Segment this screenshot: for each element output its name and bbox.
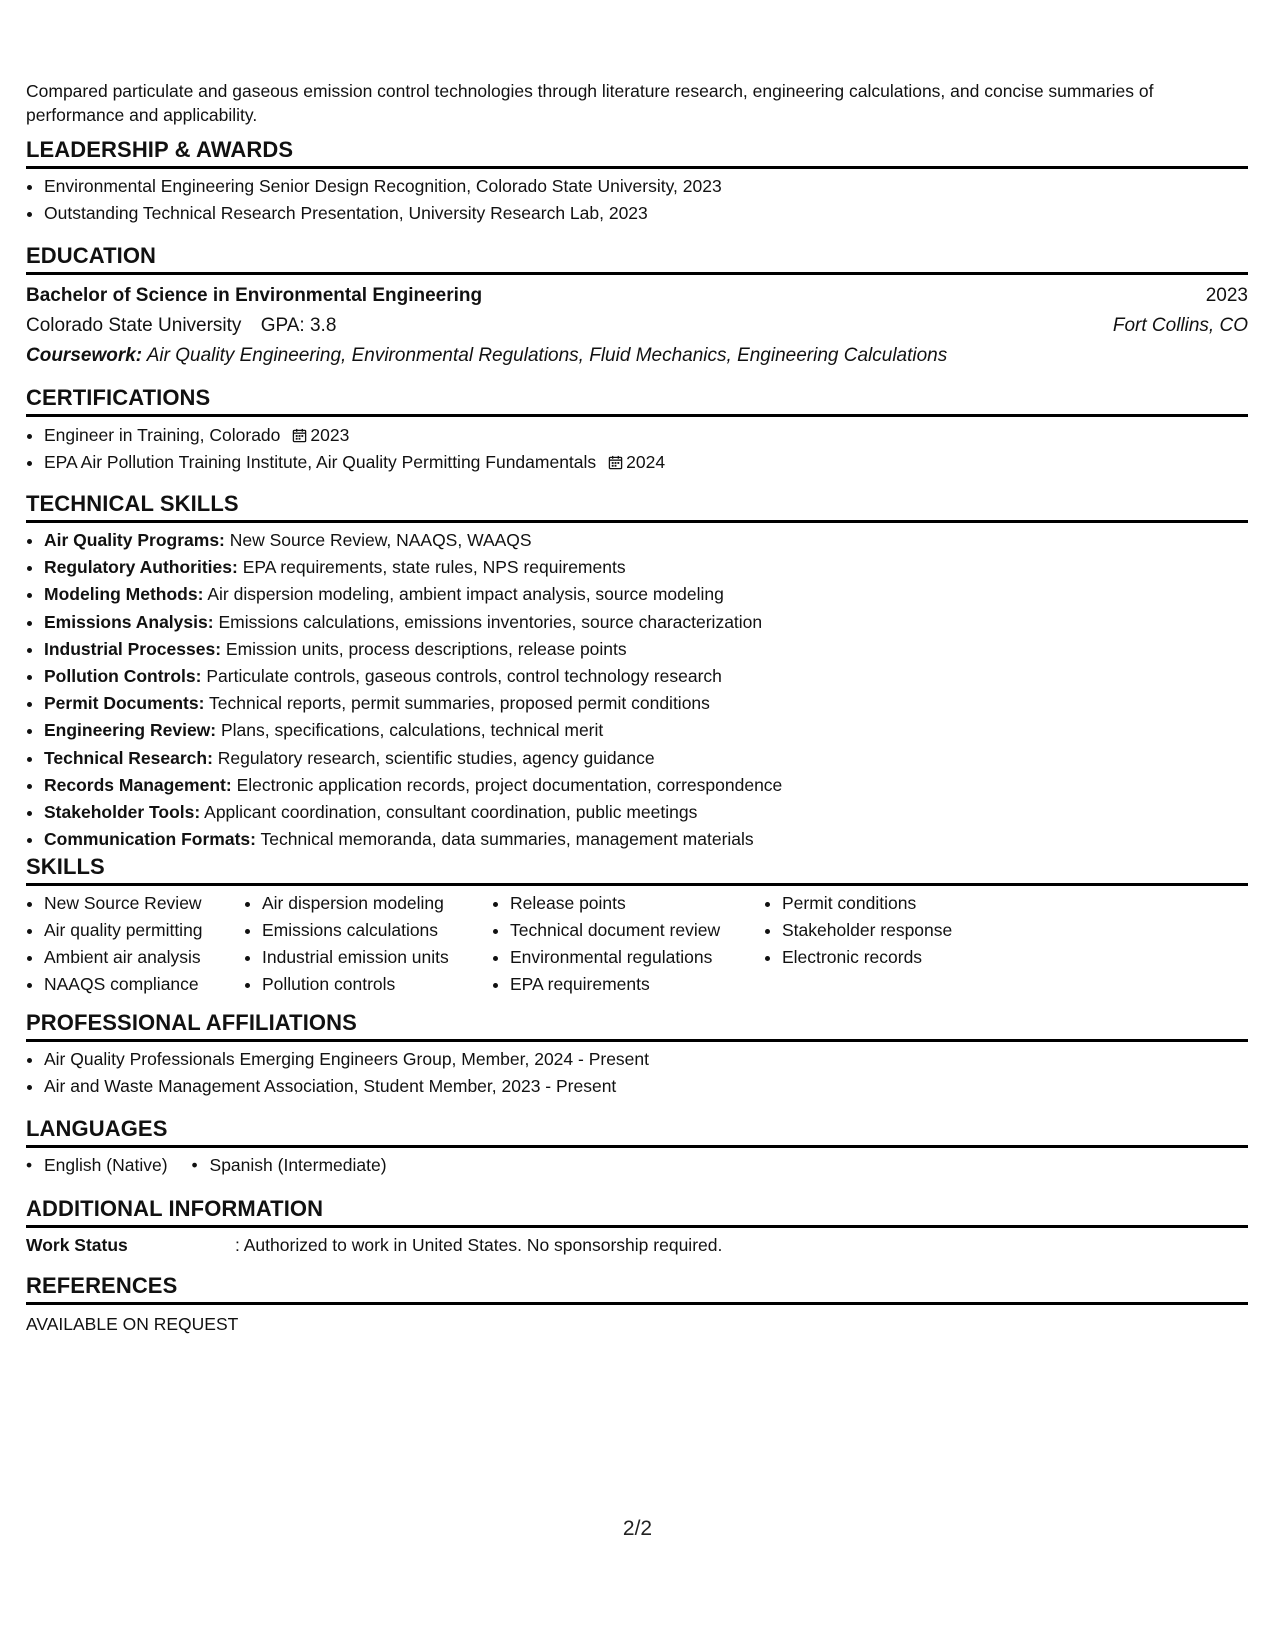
list-item: • Air and Waste Management Association, Student Member, 2023 - Present: [44, 1073, 1248, 1100]
list-item: • Industrial emission units: [262, 944, 492, 971]
section-affiliations: [26, 1009, 1248, 1100]
calendar-icon: [608, 455, 623, 470]
section-divider: [26, 1225, 1248, 1228]
section-title: EDUCATION: [26, 243, 157, 268]
skill-category: Stakeholder Tools:: [44, 802, 201, 823]
skill-detail: Applicant coordination, consultant coordination, public meetings: [204, 802, 698, 823]
work-status-label: Work Status: [26, 1235, 128, 1255]
skill-detail: Regulatory research, scientific studies, agency guidance: [217, 747, 655, 768]
section-education: [26, 242, 1248, 371]
list-item: • Air quality permitting: [44, 917, 244, 944]
school-row: [26, 311, 1248, 341]
skill-detail: Plans, specifications, calculations, technical merit: [221, 720, 604, 741]
section-divider: [26, 414, 1248, 417]
award-list: [26, 173, 1248, 227]
certification-name: Engineer in Training, Colorado: [44, 425, 281, 445]
list-item: • Emissions calculations: [262, 917, 492, 944]
skill-detail: Air dispersion modeling, ambient impact analysis, source modeling: [207, 584, 724, 605]
skill-category: Engineering Review:: [44, 720, 217, 741]
section-divider: [26, 883, 1248, 886]
section-divider: [26, 1145, 1248, 1148]
section-divider: [26, 1302, 1248, 1305]
certification-list: [26, 422, 1248, 475]
gpa: GPA: 3.8: [260, 315, 337, 336]
affiliation-list: [26, 1046, 1248, 1100]
section-references: [26, 1272, 1248, 1338]
skill-detail: Emission units, process descriptions, release points: [225, 638, 627, 659]
skill-category: Air Quality Programs:: [44, 530, 225, 550]
skill-category: Permit Documents:: [44, 693, 205, 714]
references-text: AVAILABLE ON REQUEST: [26, 1314, 239, 1334]
list-item: • Pollution controls: [262, 971, 492, 998]
skills-column: [26, 890, 244, 998]
skill-category: Modeling Methods:: [44, 584, 204, 605]
degree-row: [26, 281, 1248, 311]
list-item: [44, 422, 1248, 449]
section-title: CERTIFICATIONS: [26, 385, 211, 410]
intro-paragraph: Compared particulate and gaseous emission control technologies through literature research, engineering calculations, and concise summaries of performance and applicability.: [26, 81, 1154, 125]
section-technical-skills: [26, 490, 1248, 853]
skill-category: Pollution Controls:: [44, 666, 202, 687]
skills-column: [764, 890, 1012, 998]
section-title: LEADERSHIP & AWARDS: [26, 137, 294, 162]
list-item: [44, 527, 1248, 554]
section-title: LANGUAGES: [26, 1116, 168, 1141]
skills-column: [492, 890, 764, 998]
list-item: • Ambient air analysis: [44, 944, 244, 971]
work-status-value: : Authorized to work in United States. No sponsorship required.: [235, 1235, 723, 1255]
list-item: • Technical document review: [510, 917, 764, 944]
section-title: PROFESSIONAL AFFILIATIONS: [26, 1010, 357, 1035]
list-item: [44, 636, 1248, 663]
coursework-row: [26, 341, 1248, 371]
list-item: • Spanish (Intermediate): [192, 1152, 387, 1179]
list-item: • Environmental regulations: [510, 944, 764, 971]
coursework-list: Air Quality Engineering, Environmental Regulations, Fluid Mechanics, Engineering Calculations: [146, 345, 948, 366]
section-languages: [26, 1115, 1248, 1179]
skills-columns: [26, 890, 1248, 998]
list-item: [44, 717, 1248, 744]
list-item: • Environmental Engineering Senior Design Recognition, Colorado State University, 2023: [44, 173, 1248, 200]
list-item: • English (Native): [26, 1152, 168, 1179]
technical-skill-list: [26, 527, 1248, 853]
school-location: Fort Collins, CO: [1112, 315, 1248, 336]
coursework-label: Coursework:: [26, 345, 143, 366]
work-status-row: [26, 1232, 1248, 1259]
list-item: [44, 745, 1248, 772]
skill-detail: Emissions calculations, emissions inventories, source characterization: [218, 611, 763, 632]
school-name: Colorado State University: [26, 315, 242, 336]
section-leadership: [26, 136, 1248, 227]
list-item: [44, 449, 1248, 476]
list-item: [44, 663, 1248, 690]
list-item: • Release points: [510, 890, 764, 917]
list-item: • Electronic records: [782, 944, 1012, 971]
section-divider: [26, 272, 1248, 275]
skill-category: Communication Formats:: [44, 829, 256, 850]
skill-detail: Electronic application records, project documentation, correspondence: [236, 774, 783, 795]
section-title: ADDITIONAL INFORMATION: [26, 1196, 324, 1221]
list-item: • New Source Review: [44, 890, 244, 917]
list-item: • NAAQS compliance: [44, 971, 244, 998]
skill-category: Industrial Processes:: [44, 638, 222, 659]
list-item: [44, 772, 1248, 799]
list-item: • Air Quality Professionals Emerging Engineers Group, Member, 2024 - Present: [44, 1046, 1248, 1073]
degree-name: Bachelor of Science in Environmental Engineering: [26, 285, 483, 306]
certification-year: 2024: [626, 451, 666, 472]
list-item: • EPA requirements: [510, 971, 764, 998]
language-list: [26, 1152, 1248, 1179]
skill-detail: Technical reports, permit summaries, proposed permit conditions: [209, 693, 710, 714]
skill-detail: EPA requirements, state rules, NPS requirements: [242, 557, 626, 578]
list-item: [44, 554, 1248, 581]
section-additional-information: [26, 1195, 1248, 1259]
certification-year: 2023: [310, 425, 350, 445]
skill-category: Emissions Analysis:: [44, 611, 214, 632]
skill-detail: New Source Review, NAAQS, WAAQS: [229, 530, 532, 550]
list-item: [44, 826, 1248, 853]
list-item: • Outstanding Technical Research Presentation, University Research Lab, 2023: [44, 200, 1248, 227]
list-item: • Stakeholder response: [782, 917, 1012, 944]
section-divider: [26, 1039, 1248, 1042]
section-title: SKILLS: [26, 854, 105, 879]
section-title: REFERENCES: [26, 1273, 178, 1298]
list-item: [44, 609, 1248, 636]
section-divider: [26, 166, 1248, 169]
list-item: [44, 581, 1248, 608]
skills-column: [244, 890, 492, 998]
skill-category: Technical Research:: [44, 747, 213, 768]
skill-category: Records Management:: [44, 774, 232, 795]
list-item: [44, 690, 1248, 717]
skill-detail: Particulate controls, gaseous controls, control technology research: [206, 666, 722, 687]
section-divider: [26, 520, 1248, 523]
list-item: • Air dispersion modeling: [262, 890, 492, 917]
graduation-year: 2023: [1205, 285, 1248, 306]
list-item: [44, 799, 1248, 826]
certification-name: EPA Air Pollution Training Institute, Air Quality Permitting Fundamentals: [44, 451, 597, 472]
list-item: • Permit conditions: [782, 890, 1012, 917]
calendar-icon: [292, 428, 307, 443]
page-number: 2/2: [622, 1517, 653, 1540]
section-skills: [26, 853, 1248, 998]
skill-category: Regulatory Authorities:: [44, 557, 238, 578]
skill-detail: Technical memoranda, data summaries, management materials: [260, 829, 754, 850]
section-title: TECHNICAL SKILLS: [26, 491, 239, 516]
section-certifications: [26, 384, 1248, 475]
